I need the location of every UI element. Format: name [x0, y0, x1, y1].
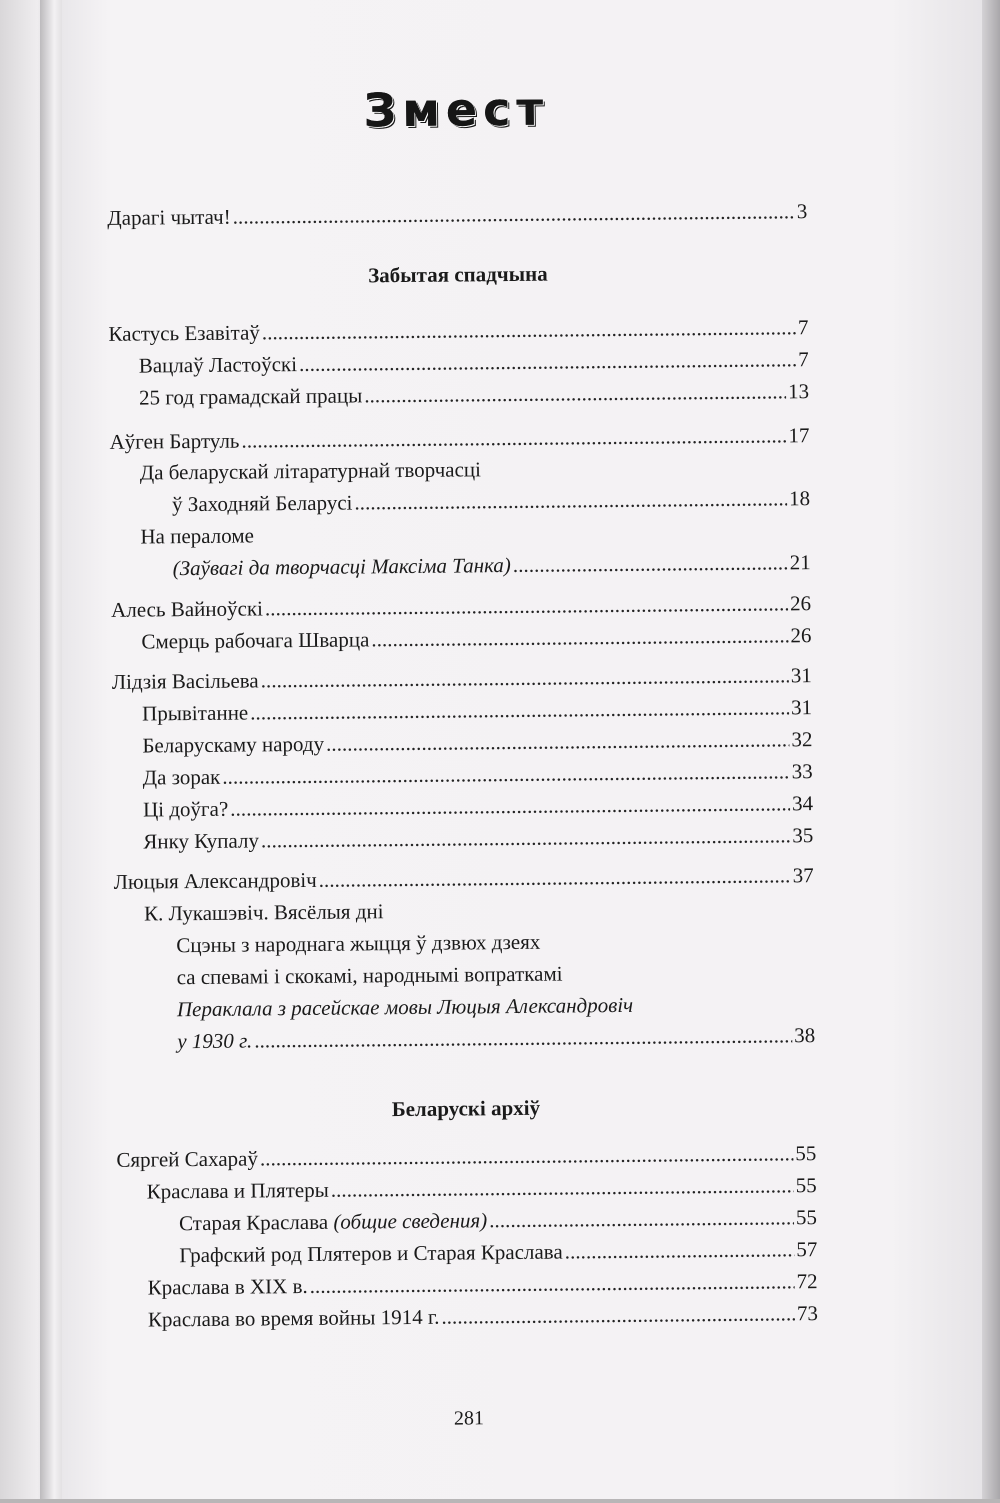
entry-title: Старая Краслава	[178, 1209, 329, 1236]
page-number: 281	[453, 1407, 484, 1430]
toc-entry: Да зорак . . . 33	[143, 757, 813, 791]
toc-entry: у 1930 г. . . . 38	[177, 1021, 815, 1055]
toc-entry-line: На пераломе	[140, 523, 255, 549]
toc-entry: Янку Купалу . . . 35	[143, 821, 813, 855]
toc-entry: 25 год грамадскай працы . . . 13	[139, 377, 809, 411]
section-heading: Беларускі архіў	[391, 1095, 541, 1122]
toc-entry: Краслава в XIX в. . . . 72	[147, 1267, 817, 1301]
toc-entry: Вацлаў Ластоўскі . . . 7	[139, 345, 809, 379]
toc-entry: ў Заходняй Беларусі . . . 18	[172, 484, 810, 518]
entry-note: (общие сведения)	[333, 1208, 488, 1234]
toc-entry-line: са спевамі і скокамі, народнымі вопраткамі	[176, 961, 563, 990]
toc-entry: Графский род Плятеров и Старая Краслава . . . 57	[179, 1235, 817, 1269]
toc-entry: Аўген Бартуль . . . 17	[109, 421, 809, 456]
toc-entry: Ці доўга? . . . 34	[143, 789, 813, 823]
toc-entry: Дарагі чытач! . . . 3	[107, 197, 807, 232]
toc-entry-line: Да беларускай літаратурнай творчасці	[139, 457, 482, 485]
toc-entry: Люцыя Александровіч . . . 37	[114, 861, 814, 896]
toc-entry: Беларускаму народу . . . 32	[142, 725, 812, 759]
section-heading: Забытая спадчына	[368, 261, 548, 288]
page-title: Змест	[363, 81, 550, 138]
toc-entry: Краслава во время войны 1914 г. . . . 73	[148, 1299, 818, 1333]
book-spine	[40, 0, 64, 1499]
toc-entry: (Заўвагі да творчасці Максіма Танка) . . . 21	[173, 548, 811, 582]
table-of-contents	[105, 0, 819, 1503]
toc-entry: Краслава и Плятеры . . . 55	[147, 1171, 817, 1205]
toc-entry-line: К. Лукашэвіч. Вясёлыя дні	[143, 899, 384, 926]
toc-entry: Кастусь Езавітаў . . . 7	[108, 313, 808, 348]
page-right-edge	[982, 0, 1000, 1499]
toc-entry: Смерць рабочага Шварца . . . 26	[141, 621, 811, 655]
toc-entry: Лідзія Васільева . . . 31	[112, 661, 812, 696]
toc-entry: Старая Краслава (общие сведения) . . . 55	[179, 1203, 817, 1237]
toc-entry-line: Пераклала з расейскае мовы Люцыя Александровіч	[176, 992, 634, 1022]
toc-entry: Алесь Вайноўскі . . . 26	[111, 589, 811, 624]
toc-entry-line: Сцэны з народнага жыцця ў дзвюх дзеях	[176, 929, 541, 958]
toc-entry: Прывітанне . . . 31	[142, 693, 812, 727]
toc-entry: Сяргей Сахараў . . . 55	[116, 1139, 816, 1174]
